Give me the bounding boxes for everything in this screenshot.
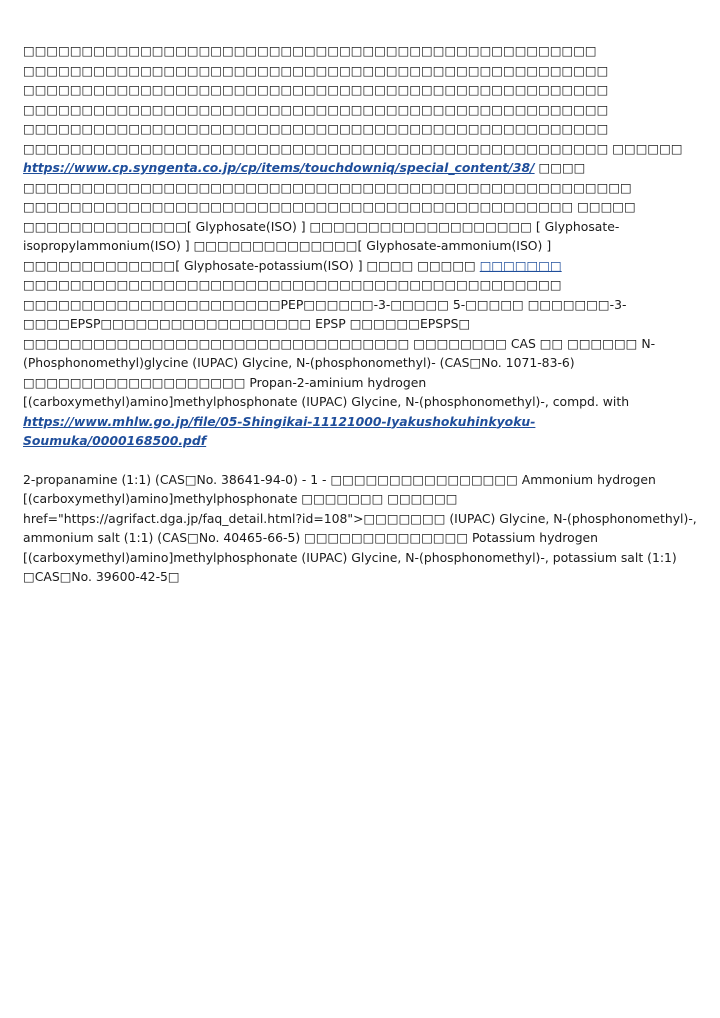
text-line: □□□□□□□□□□□□□□□□□□□□□□□□□□□□□□□□□□□□□□□□□□□□□□□□□□: [23, 101, 609, 117]
glyphosate-link[interactable]: □□□□□□□: [479, 257, 562, 273]
header-text-block: [23, 41, 697, 158]
paragraph-gap: [23, 451, 697, 470]
body-text-continued: □□□□□□□□□□□□□□□□□□□□□□□□□□□□□□□□□□□□□□□□□□□□□□ □□□□□□□□□□□□□□□□□□□□□□PEP□□□□□□-3-□□□□□ 5-□□□□□ □□□□□□□-3-□□□□EPSP□□□□□□□□□□□□□□□□□□ EPSP □□□□□□EPSPS□ □□□□□□□□□□□□□□□□□□□□□□□□□□□□□□□□□ □□□□□□□□ CAS □□ □□□□□□ N-(Phosphonomethyl)glycine (IUPAC) Glycine, N-(phosphonomethyl)- (CAS□No. 1071-83-6) □□□□□□□□□□□□□□□□□□□ Propan-2-aminium hydrogen [(carboxymethyl)amino]methylphosphonate (IUPAC) Glycine, N-(phosphonomethyl)-, compd. with: [23, 277, 656, 409]
text-line: □□□□□□□□□□□□□□□□□□□□□□□□□□□□□□□□□□□□□□□□□□□□□□□□□□: [23, 62, 609, 78]
mhlw-pdf-link[interactable]: https://www.mhlw.go.jp/file/05-Shingikai-11121000-Iyakushokuhinkyoku-Soumuka/0000168500.pdf: [23, 413, 536, 448]
text-line: □□□□□□□□□□□□□□□□□□□□□□□□□□□□□□□□□□□□□□□□□□□□□□□□□□: [23, 121, 609, 136]
text-line: □□□□□□□□□□□□□□□□□□□□□□□□□□□□□□□□□□□□□□□□□□□□□□□□□□: [23, 82, 609, 97]
syngenta-link[interactable]: https://www.cp.syngenta.co.jp/cp/items/touchdowniq/special_content/38/: [23, 160, 535, 175]
body-paragraph: [23, 158, 697, 451]
text-line: □□□□□□□□□□□□□□□□□□□□□□□□□□□□□□□□□□□□□□□□□□□□□□□□□□ □□□□□□: [23, 140, 683, 156]
final-paragraph: 2-propanamine (1:1) (CAS□No. 38641-94-0) - 1 - □□□□□□□□□□□□□□□□ Ammonium hydrogen [(carboxymethyl)amino]methylphosphonate □□□□□□□ □□□□□□ href="https://agrifact.dga.jp/faq_detail.html?id=108">□□□□□□□ (IUPAC) Glycine, N-(phosphonomethyl)-, ammonium salt (1:1) (CAS□No. 40465-66-5) □□□□□□□□□□□□□□ Potassium hydrogen [(carboxymethyl)amino]methylphosphonate (IUPAC) Glycine, N-(phosphonomethyl)-, potassium salt (1:1) □CAS□No. 39600-42-5□: [23, 471, 697, 584]
body-text: □□□□ □□□□□□□□□□□□□□□□□□□□□□□□□□□□□□□□□□□□□□□□□□□□□□□□□□□□ □□□□□□□□□□□□□□□□□□□□□□□□□□□□□□□□□□□□□□□□□□□□□□□ □□□□□ □□□□□□□□□□□□□□[ Glyphosate(ISO) ] □□□□□□□□□□□□□□□□□□□ [ Glyphosate-isopropylammonium(ISO) ] □□□□□□□□□□□□□□[ Glyphosate-ammonium(ISO) ] □□□□□□□□□□□□□[ Glyphosate-potassium(ISO) ] □□□□ □□□□□: [23, 160, 636, 273]
text-line: □□□□□□□□□□□□□□□□□□□□□□□□□□□□□□□□□□□□□□□□□□□□□□□□□: [23, 43, 597, 58]
document-page: [23, 41, 697, 587]
